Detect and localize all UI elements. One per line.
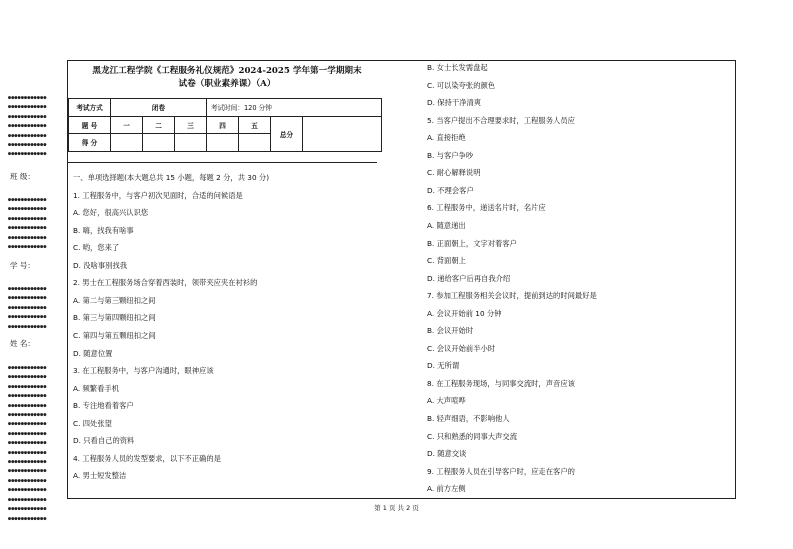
student-id-label: 学 号： — [10, 261, 35, 270]
question-line: 5. 当客户提出不合理要求时，工程服务人员应 — [427, 115, 575, 125]
question-line: A. 会议开始前 10 分钟 — [427, 308, 502, 318]
section-4: 四 — [207, 116, 239, 134]
question-line: D. 随意交谈 — [427, 449, 467, 459]
question-line: 一、单项选择题(本大题总共 15 小题，每题 2 分，共 30 分) — [73, 173, 270, 182]
question-line: C. 只和熟悉的同事大声交流 — [427, 431, 517, 441]
score-cell-1[interactable] — [111, 134, 143, 152]
question-line: A. 您好，很高兴认识您 — [73, 208, 149, 218]
question-line: B. 轻声细语，不影响他人 — [427, 414, 510, 423]
class-label: 班 级： — [10, 172, 35, 181]
question-line: C. 四处张望 — [73, 418, 112, 428]
score-label: 得 分 — [69, 134, 111, 152]
question-line: C. 可以染夸张的颜色 — [427, 80, 496, 90]
question-line: B. 与客户争吵 — [427, 150, 474, 160]
score-cell-2[interactable] — [143, 134, 175, 152]
question-line: B. 正面朝上，文字对着客户 — [427, 238, 517, 248]
section-5: 五 — [239, 116, 271, 134]
question-line: B. 会议开始时 — [427, 326, 474, 336]
score-cell-3[interactable] — [175, 134, 207, 152]
total-score-cell[interactable] — [303, 116, 382, 151]
question-line: A. 频繁看手机 — [73, 383, 119, 393]
binding-dots-2: ●●●●●●●●●●●● ●●●●●●●●●●●● ●●●●●●●●●●●● ●●●●●●●●●●●● ●●●●●●●●●●●● ●●●●●●●●●●●● — [8, 197, 47, 251]
binding-dots-4: ●●●●●●●●●●●● ●●●●●●●●●●●● ●●●●●●●●●●●● ●●●●●●●●●●●● ●●●●●●●●●●●● ●●●●●●●●●●●● ●●●●●●●●●●●● ●●●●●●●●●●●● ●●●●●●●●●●●● ●●●●●●●●●●●● ●●●●●●●●●●●● ●●●●●●●●●●●● ●●●●●●●●●●●● ●●●●●●●●●●●● ●●●●●●●●●●●● ●●●●●●●●●●●● ●●●●●●●●●●●● — [8, 365, 47, 522]
question-line: A. 大声喧哗 — [427, 396, 466, 406]
binding-dots-3: ●●●●●●●●●●●● ●●●●●●●●●●●● ●●●●●●●●●●●● ●●●●●●●●●●●● ●●●●●●●●●●●● — [8, 286, 47, 330]
question-line: B. 嗨，找我有啥事 — [73, 225, 134, 235]
section-divider — [68, 162, 377, 163]
question-line: 4. 工程服务人员的发型要求，以下不正确的是 — [73, 453, 221, 463]
question-line: 8. 在工程服务现场，与同事交流时，声音应该 — [427, 378, 575, 388]
section-2: 二 — [143, 116, 175, 134]
score-table — [68, 98, 382, 152]
question-line: 6. 工程服务中，递送名片时，名片应 — [427, 203, 546, 213]
question-line: B. 专注地看着客户 — [73, 401, 134, 411]
name-label: 姓 名： — [10, 339, 35, 348]
question-line: C. 耐心解释说明 — [427, 168, 481, 178]
exam-title-line1: 黑龙江工程学院《工程服务礼仪规范》2024-2025 学年第一学期期末 — [92, 66, 362, 76]
question-line: 9. 工程服务人员在引导客户时，应走在客户的 — [427, 466, 575, 476]
question-line: D. 保持干净清爽 — [427, 98, 482, 108]
score-cell-5[interactable] — [239, 134, 271, 152]
question-line: 7. 参加工程服务相关会议时，提前到达的时间最好是 — [427, 291, 597, 301]
total-label: 总分 — [271, 116, 303, 151]
question-line: D. 随意位置 — [73, 348, 113, 358]
question-line: D. 只看自己的资料 — [73, 436, 135, 446]
score-cell-4[interactable] — [207, 134, 239, 152]
question-line: D. 没啥事别找我 — [73, 260, 128, 270]
binding-dots-top: ●●●●●●●●●●●● ●●●●●●●●●●●● ●●●●●●●●●●●● ●●●●●●●●●●●● ●●●●●●●●●●●● ●●●●●●●●●●●● ●●●●●●●●●●●● — [8, 95, 47, 158]
question-line: A. 前方左侧 — [427, 484, 466, 494]
question-line: 2. 男士在工程服务场合穿着西装时，领带夹应夹在衬衫的 — [73, 278, 258, 288]
question-line: A. 第二与第三颗纽扣之间 — [73, 295, 156, 305]
exam-title-line2: 试卷（职业素养课）（A） — [178, 79, 276, 89]
exam-page-frame — [67, 60, 736, 499]
question-line: A. 随意递出 — [427, 220, 466, 230]
exam-method-value: 闭卷 — [111, 99, 207, 117]
question-line: A. 直接拒绝 — [427, 133, 466, 143]
question-line: C. 哟，您来了 — [73, 243, 120, 253]
question-line: D. 无所谓 — [427, 361, 460, 371]
question-line: B. 第三与第四颗纽扣之间 — [73, 313, 156, 323]
question-line: C. 背面朝上 — [427, 256, 466, 266]
section-3: 三 — [175, 116, 207, 134]
question-line: 3. 在工程服务中，与客户沟通时，眼神应该 — [73, 366, 214, 376]
question-line: D. 递给客户后再自我介绍 — [427, 273, 511, 283]
exam-time: 考试时间：120 分钟 — [207, 99, 382, 117]
binding-margin — [8, 0, 60, 549]
question-line: C. 第四与第五颗纽扣之间 — [73, 330, 156, 340]
question-line: A. 男士短发整洁 — [73, 471, 127, 481]
exam-method-label: 考试方式 — [69, 99, 111, 117]
question-line: B. 女士长发需盘起 — [427, 63, 488, 72]
question-line: 1. 工程服务中，与客户初次见面时，合适的问候语是 — [73, 190, 243, 200]
section-1: 一 — [111, 116, 143, 134]
question-line: C. 会议开始前半小时 — [427, 343, 496, 353]
table-row — [69, 116, 382, 134]
table-row — [69, 99, 382, 117]
page-footer: 第 1 页 共 2 页 — [374, 504, 419, 512]
question-no-label: 题 号 — [69, 116, 111, 134]
question-line: D. 不理会客户 — [427, 185, 474, 195]
